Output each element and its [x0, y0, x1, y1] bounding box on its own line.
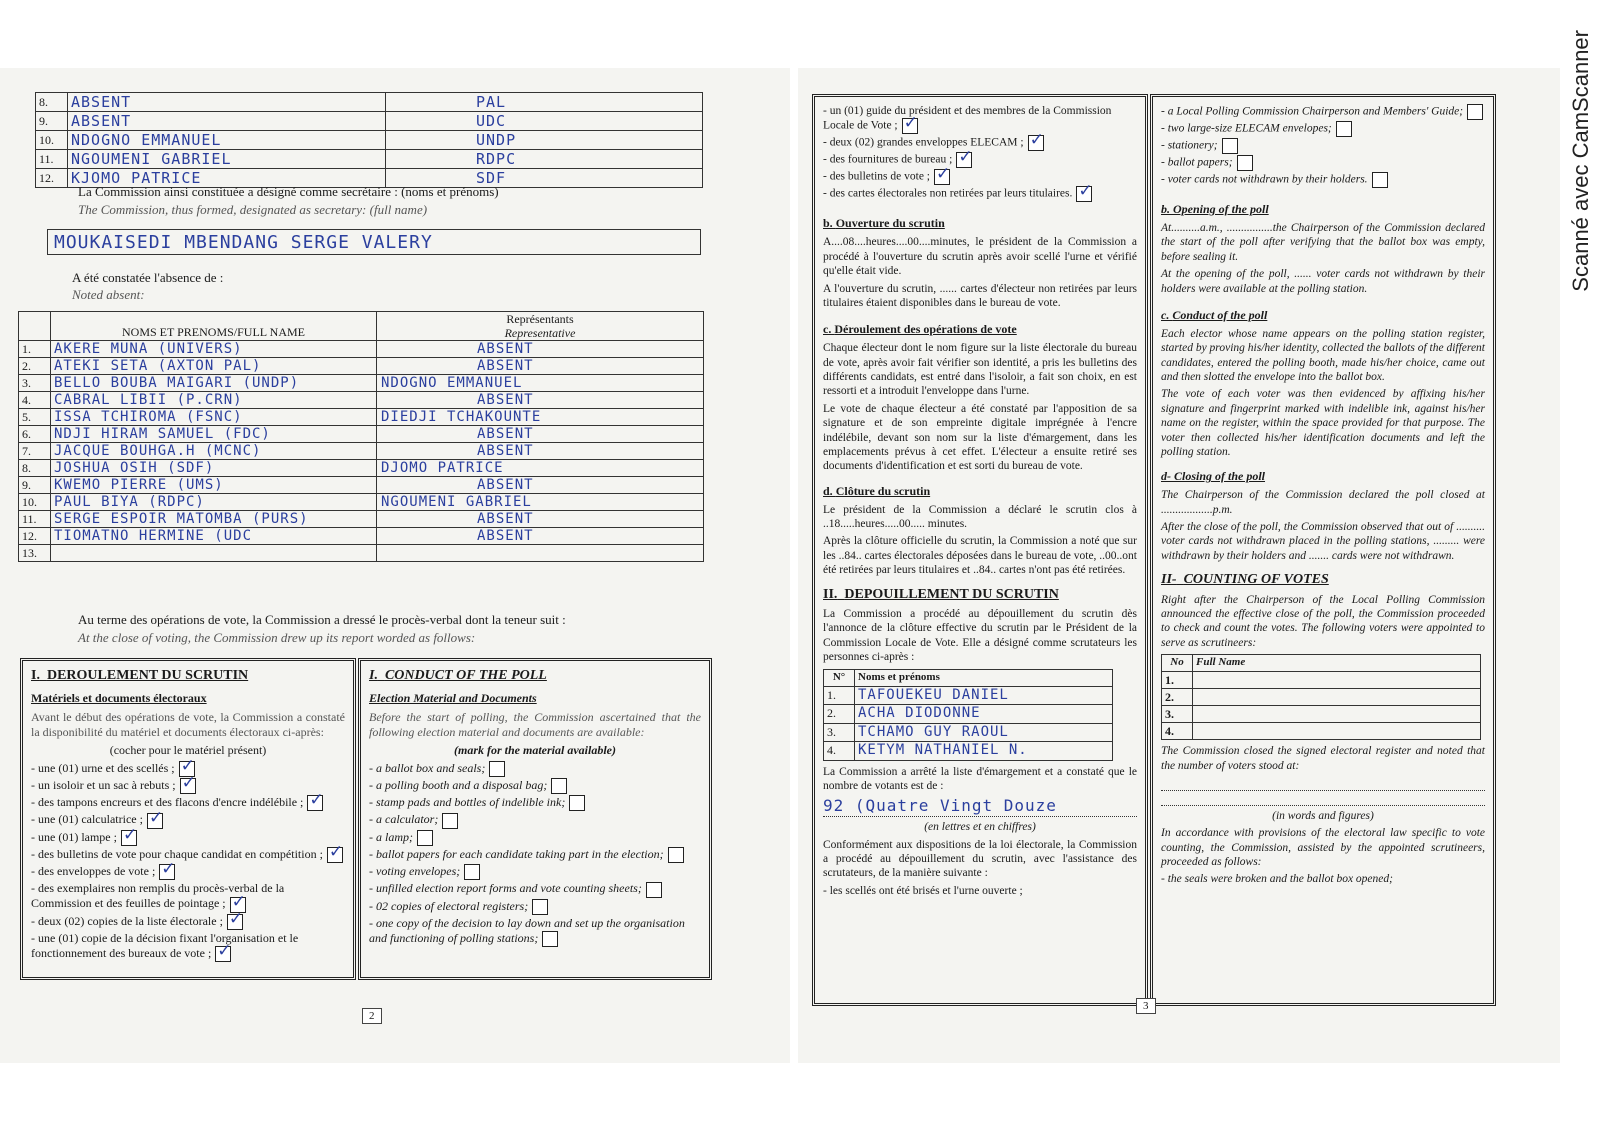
row-number: 12.	[19, 528, 51, 545]
secretary-name: MOUKAISEDI MBENDANG SERGE VALERY	[47, 229, 701, 255]
material-item	[31, 795, 345, 811]
representatives-table-top	[35, 92, 703, 188]
section2-text-fr: La Commission a procédé au dépouillement du scrutin dès l'annonce de la clôture effective du scrutin par le Président de la Commission Locale de Vote. Elle a désigné comme scrutateurs les personnes ci-après :	[823, 608, 1137, 664]
row-number: 11.	[36, 150, 68, 169]
checkbox[interactable]	[159, 864, 175, 880]
sub-c-en: c. Conduct of the poll	[1161, 307, 1268, 322]
intro-fr: Avant le début des opérations de vote, la Commission a constaté la disponibilité du matériel et documents électoraux ci-après:	[31, 709, 345, 739]
material-item	[31, 864, 345, 880]
panel-conduct-en	[358, 658, 712, 980]
representative: ABSENT	[377, 443, 704, 460]
material-item	[1161, 155, 1485, 171]
scrutineer-name	[1193, 689, 1481, 706]
candidate-name: CABRAL LIBII (P.CRN)	[51, 392, 377, 409]
scrut-col-n-fr: N°	[824, 669, 855, 686]
absent-candidates-table	[18, 311, 704, 562]
scrutineer-name: ACHA DIODONNE	[855, 705, 1113, 724]
table-row	[19, 375, 704, 392]
material-item-label: - a Local Polling Commission Chairperson and Members' Guide;	[1161, 105, 1464, 118]
candidate-name	[51, 545, 377, 562]
opening-cards-fr: A l'ouverture du scrutin, ...... cartes d'électeur non retirées par leurs titulaires étaient disponibles dans le bureau de vote.	[823, 282, 1137, 309]
table-row	[19, 443, 704, 460]
mark-note-fr: (cocher pour le matériel présent)	[109, 742, 267, 757]
material-item-label: - a polling booth and a disposal bag;	[369, 777, 548, 792]
checkbox[interactable]	[215, 946, 231, 962]
opening-text-fr: A....08....heures....00....minutes, le président de la Commission a procédé à l'ouverture du scrutin après avoir scellé l'urne et vérifié qu'elle était vide.	[823, 236, 1137, 278]
panel-right-en	[1150, 94, 1496, 1006]
checkbox[interactable]	[1076, 186, 1092, 202]
checkbox[interactable]	[1028, 135, 1044, 151]
material-item	[31, 830, 345, 846]
material-item-label: - a calculator;	[369, 812, 439, 827]
material-item	[31, 881, 345, 912]
scrut-col-name-en: Full Name	[1193, 655, 1481, 672]
material-item-label: - stamp pads and bottles of indelible ink;	[369, 795, 566, 809]
row-number: 4.	[824, 742, 855, 761]
row-number: 9.	[36, 112, 68, 131]
material-item-label: - ballot papers;	[1161, 156, 1233, 169]
material-item	[369, 795, 701, 811]
material-item-label: - one copy of the decision to lay down and set up the organisation and functioning of polling stations;	[369, 915, 685, 945]
material-item	[369, 881, 701, 897]
material-item-label: - deux (02) copies de la liste électorale ;	[31, 913, 223, 928]
checkbox[interactable]	[1467, 104, 1483, 120]
closing-text2-en: After the close of the poll, the Commission observed that out of .......... voter cards not withdrawn placed in the polling stations, ......... were withdrawn by their holders and ....... cards were not withdrawn.	[1161, 521, 1485, 562]
header-rep-en: Representative	[504, 326, 576, 340]
material-list-en-continued	[1161, 104, 1485, 188]
section2-text-en: Right after the Chairperson of the Local Polling Commission announced the effective close of the poll, the Commission proceeded to check and count the votes. The following voters were appointed to serve as scrutineers:	[1161, 593, 1485, 649]
row-number: 2.	[19, 358, 51, 375]
row-number: 6.	[19, 426, 51, 443]
closing-intro-fr: Au terme des opérations de vote, la Commission a dressé le procès-verbal dont la teneur suit :	[78, 612, 566, 627]
checkbox[interactable]	[1336, 121, 1352, 137]
material-item	[369, 847, 701, 863]
representative: NDOGNO EMMANUEL	[377, 375, 704, 392]
material-item-label: - des bulletins de vote ;	[823, 171, 930, 184]
page-number-left: 2	[362, 1008, 382, 1024]
checkbox[interactable]	[646, 882, 662, 898]
checkbox[interactable]	[464, 864, 480, 880]
table-row	[19, 358, 704, 375]
closing-text1-en: The Chairperson of the Commission declared the poll closed at ..................p.m.	[1161, 489, 1485, 516]
material-item-label: - des fournitures de bureau ;	[823, 154, 953, 167]
checkbox[interactable]	[668, 847, 684, 863]
row-number: 4.	[1162, 723, 1193, 740]
checkbox[interactable]	[1237, 155, 1253, 171]
row-number: 3.	[19, 375, 51, 392]
table-row	[19, 409, 704, 426]
material-item	[823, 135, 1137, 151]
representative: ABSENT	[377, 358, 704, 375]
secretary-label-en: The Commission, thus formed, designated as secretary: (full name)	[78, 202, 428, 217]
material-item-label: - a lamp;	[369, 829, 413, 844]
checkbox[interactable]	[569, 795, 585, 811]
secretary-label-fr: La Commission ainsi constituée a désigné comme secrétaire : (noms et prénoms)	[78, 184, 499, 199]
material-item-label: - un (01) guide du président et des membres de la Commission Locale de Vote ;	[823, 105, 1112, 133]
law-text-en: In accordance with provisions of the electoral law specific to vote counting, the Commission, assisted by the appointed scrutineers, proceeded as follows:	[1161, 827, 1485, 868]
material-item-label: - deux (02) grandes enveloppes ELECAM ;	[823, 137, 1024, 150]
table-row	[19, 460, 704, 477]
register-text-en: The Commission closed the signed electoral register and noted that the number of voters stood at:	[1161, 745, 1485, 772]
sub-a-en: Election Material and Documents	[369, 690, 537, 705]
candidate-name: AKERE MUNA (UNIVERS)	[51, 341, 377, 358]
row-number: 4.	[19, 392, 51, 409]
material-item-label: - des tampons encreurs et des flacons d'encre indélébile ;	[31, 795, 304, 809]
member-party: UDC	[386, 112, 703, 131]
checkbox[interactable]	[1372, 172, 1388, 188]
table-row	[36, 131, 703, 150]
table-row	[19, 494, 704, 511]
candidate-name: ISSA TCHIROMA (FSNC)	[51, 409, 377, 426]
table-row	[824, 723, 1113, 742]
row-number: 1.	[824, 686, 855, 705]
material-item	[1161, 138, 1485, 154]
checkbox[interactable]	[180, 778, 196, 794]
checkbox[interactable]	[934, 169, 950, 185]
row-number: 8.	[19, 460, 51, 477]
table-row	[19, 528, 704, 545]
sub-b-en: b. Opening of the poll	[1161, 202, 1269, 216]
candidate-name: JACQUE BOUHGA.H (MCNC)	[51, 443, 377, 460]
row-number: 12.	[36, 169, 68, 188]
material-item-label: - a ballot box and seals;	[369, 760, 486, 775]
table-row	[824, 686, 1113, 705]
material-item-label: - des exemplaires non remplis du procès-verbal de la Commission et des feuilles de pointage ;	[31, 881, 285, 911]
row-number: 8.	[36, 93, 68, 112]
table-row	[824, 742, 1113, 761]
material-item	[369, 761, 701, 777]
checkbox[interactable]	[956, 152, 972, 168]
row-number: 2.	[1162, 689, 1193, 706]
sub-c-fr: c. Déroulement des opérations de vote	[823, 322, 1017, 337]
representative: ABSENT	[377, 392, 704, 409]
material-list-fr	[31, 761, 345, 963]
table-row	[36, 112, 703, 131]
row-number: 13.	[19, 545, 51, 562]
register-text-fr: La Commission a arrêté la liste d'émargement et a constaté que le nombre de votants est de :	[823, 765, 1137, 792]
table-row	[1162, 689, 1481, 706]
closing-text1-fr: Le président de la Commission a déclaré le scrutin clos à ..18.....heures.....00..... minutes.	[823, 503, 1137, 530]
row-number: 2.	[824, 705, 855, 724]
checkbox[interactable]	[532, 899, 548, 915]
material-item	[1161, 172, 1485, 188]
row-number: 10.	[19, 494, 51, 511]
header-representative	[377, 312, 704, 341]
table-row	[36, 93, 703, 112]
material-item	[369, 778, 701, 794]
candidate-name: KWEMO PIERRE (UMS)	[51, 477, 377, 494]
material-item	[31, 931, 345, 962]
material-item	[369, 864, 701, 880]
material-item-label: - des cartes électorales non retirées par leurs titulaires.	[823, 188, 1073, 201]
left-page	[0, 68, 790, 1063]
material-item-label: - 02 copies of electoral registers;	[369, 898, 529, 913]
candidate-name: PAUL BIYA (RDPC)	[51, 494, 377, 511]
absence-label-en: Noted absent:	[72, 287, 145, 302]
row-number: 3.	[1162, 706, 1193, 723]
member-name: KJOMO PATRICE	[68, 169, 386, 188]
material-item-label: - un isoloir et un sac à rebuts ;	[31, 777, 176, 792]
panel-conduct-fr	[20, 658, 356, 980]
law-item-fr: - les scellés ont été brisés et l'urne ouverte ;	[823, 884, 1023, 897]
material-item	[1161, 104, 1485, 120]
representative: DIEDJI TCHAKOUNTE	[377, 409, 704, 426]
row-number: 7.	[19, 443, 51, 460]
section-title-fr: I. DEROULEMENT DU SCRUTIN	[31, 668, 249, 683]
section2-title-en: II- COUNTING OF VOTES	[1161, 572, 1329, 588]
camscanner-watermark: Scanné avec CamScanner	[1568, 30, 1593, 292]
representative: ABSENT	[377, 477, 704, 494]
material-item-label: - stationery;	[1161, 139, 1218, 152]
checkbox[interactable]	[551, 778, 567, 794]
candidate-name: JOSHUA OSIH (SDF)	[51, 460, 377, 477]
scrutineer-name: KETYM NATHANIEL N.	[855, 742, 1113, 761]
register-note-en: (in words and figures)	[1272, 809, 1374, 822]
table-row	[19, 341, 704, 358]
voters-count-value: 92 (Quatre Vingt Douze	[823, 796, 1137, 817]
material-item	[31, 778, 345, 794]
law-item-en: - the seals were broken and the ballot box opened;	[1161, 873, 1393, 886]
table-row	[19, 392, 704, 409]
material-item-label: - une (01) calculatrice ;	[31, 812, 143, 827]
conduct-text2-fr: Le vote de chaque électeur a été constaté par l'apposition de sa signature et de son empreinte digitale imprégnée à l'encre indélébile, devant son nom sur la liste d'émargement, dans les emplacements prévus à cet effet. L'électeur a ensuite retiré ses documents d'identification et est sorti du bureau de vote.	[823, 402, 1137, 473]
closing-intro-en: At the close of voting, the Commission drew up its report worded as follows:	[78, 630, 476, 645]
header-rep-fr: Représentants	[506, 312, 574, 326]
member-party: PAL	[386, 93, 703, 112]
row-number: 10.	[36, 131, 68, 150]
scrutineers-table-en	[1161, 654, 1481, 740]
member-party: RDPC	[386, 150, 703, 169]
material-item	[369, 899, 701, 915]
candidate-name: ATEKI SETA (AXTON PAL)	[51, 358, 377, 375]
table-row	[1162, 706, 1481, 723]
panel-right-fr	[812, 94, 1148, 1006]
table-row	[1162, 723, 1481, 740]
checkbox[interactable]	[542, 931, 558, 947]
page-number-right: 3	[1136, 998, 1156, 1014]
member-name: NDOGNO EMMANUEL	[68, 131, 386, 150]
material-item	[823, 186, 1137, 202]
member-name: ABSENT	[68, 112, 386, 131]
table-row	[19, 426, 704, 443]
conduct-text1-fr: Chaque électeur dont le nom figure sur la liste électorale du bureau de vote, après avoir fait vérifier son identité, a pris les bulletins des différents candidats, est entré dans l'isoloir, a fait son choix, en est ressorti et a introduit l'enveloppe dans l'urne.	[823, 342, 1137, 398]
scrutineer-name	[1193, 723, 1481, 740]
material-list-en	[369, 761, 701, 948]
scrutineers-table-fr	[823, 669, 1113, 761]
register-line-en	[1161, 776, 1485, 791]
row-number: 5.	[19, 409, 51, 426]
material-item	[369, 830, 701, 846]
table-row	[19, 511, 704, 528]
table-row	[19, 477, 704, 494]
checkbox[interactable]	[1222, 138, 1238, 154]
member-name: NGOUMENI GABRIEL	[68, 150, 386, 169]
scrut-col-name-fr: Noms et prénoms	[855, 669, 1113, 686]
checkbox[interactable]	[902, 118, 918, 134]
checkbox[interactable]	[121, 830, 137, 846]
material-item-label: - ballot papers for each candidate taking part in the election;	[369, 846, 664, 861]
material-item-label: - two large-size ELECAM envelopes;	[1161, 122, 1332, 135]
table-row	[1162, 672, 1481, 689]
representative: NGOUMENI GABRIEL	[377, 494, 704, 511]
row-number: 1.	[19, 341, 51, 358]
representative: ABSENT	[377, 528, 704, 545]
conduct-text2-en: The vote of each voter was then evidenced by affixing his/her signature and fingerprint marked with indelible ink, against his/her name on the register, within the space provided for that purpose. The voter then collected his/her identification documents and left the polling station.	[1161, 388, 1485, 458]
checkbox[interactable]	[307, 795, 323, 811]
material-item-label: - une (01) lampe ;	[31, 829, 117, 844]
opening-text-en: At..........a.m., ................the Chairperson of the Commission declared the start of the poll after verifying that the ballot box was empty, before sealing it.	[1161, 222, 1485, 263]
table-row	[36, 150, 703, 169]
section-title-en: I. CONDUCT OF THE POLL	[369, 668, 547, 683]
material-item	[823, 104, 1137, 134]
row-number: 1.	[1162, 672, 1193, 689]
representative	[377, 545, 704, 562]
candidate-name: NDJI HIRAM SAMUEL (FDC)	[51, 426, 377, 443]
conduct-text1-en: Each elector whose name appears on the polling station register, started by proving his/her identity, collected the ballots of the different candidates, entered the polling booth, made his/her choice, came out and then slotted the envelope into the ballot box.	[1161, 327, 1485, 383]
sub-a-fr: Matériels et documents électoraux	[31, 690, 207, 705]
row-number: 11.	[19, 511, 51, 528]
material-item	[369, 916, 701, 947]
closing-text2-fr: Après la clôture officielle du scrutin, la Commission a noté que sur les ..84.. cartes électorales déposées dans le bureau de vote, ..00..ont été retirées par leurs titulaires et ..84.. cartes n'ont pas été retirées.	[823, 535, 1137, 577]
register-note-fr: (en lettres et en chiffres)	[924, 821, 1036, 834]
material-item-label: - des bulletins de vote pour chaque candidat en compétition ;	[31, 846, 323, 861]
checkbox[interactable]	[227, 914, 243, 930]
material-item	[823, 152, 1137, 168]
member-party: UNDP	[386, 131, 703, 150]
intro-en: Before the start of polling, the Commission ascertained that the following election material and documents are available:	[369, 709, 701, 739]
mark-note-en: (mark for the material available)	[454, 742, 616, 757]
member-party: SDF	[386, 169, 703, 188]
checkbox[interactable]	[147, 813, 163, 829]
sub-d-fr: d. Clôture du scrutin	[823, 483, 931, 498]
representative: DJOMO PATRICE	[377, 460, 704, 477]
section2-title-fr: II. DEPOUILLEMENT DU SCRUTIN	[823, 586, 1059, 602]
material-list-fr-continued	[823, 104, 1137, 202]
candidate-name: TIOMATNO HERMINE (UDC	[51, 528, 377, 545]
representative: ABSENT	[377, 511, 704, 528]
representative: ABSENT	[377, 341, 704, 358]
candidate-name: SERGE ESPOIR MATOMBA (PURS)	[51, 511, 377, 528]
checkbox[interactable]	[327, 847, 343, 863]
header-name: NOMS ET PRENOMS/FULL NAME	[51, 312, 377, 341]
material-item	[31, 812, 345, 828]
checkbox[interactable]	[489, 761, 505, 777]
material-item-label: - unfilled election report forms and vote counting sheets;	[369, 881, 642, 896]
right-page	[798, 68, 1560, 1063]
checkbox[interactable]	[417, 830, 433, 846]
material-item	[31, 847, 345, 863]
table-row	[824, 705, 1113, 724]
member-name: ABSENT	[68, 93, 386, 112]
scrutineer-name	[1193, 672, 1481, 689]
row-number: 3.	[824, 723, 855, 742]
material-item	[369, 812, 701, 828]
table-row	[19, 545, 704, 562]
material-item-label: - une (01) urne et des scellés ;	[31, 760, 175, 775]
law-text-fr: Conformément aux dispositions de la loi électorale, la Commission a procédé au dépouillement du scrutin, avec l'assistance des scrutateurs, de la manière suivante :	[823, 838, 1137, 880]
opening-cards-en: At the opening of the poll, ...... voter cards not withdrawn by their holders were available at the polling station.	[1161, 268, 1485, 295]
register-line-en-2	[1161, 791, 1485, 806]
material-item-label: - une (01) copie de la décision fixant l'organisation et le fonctionnement des bureaux de vote ;	[31, 930, 299, 960]
absence-label-fr: A été constatée l'absence de :	[72, 270, 224, 285]
material-item-label: - voter cards not withdrawn by their holders.	[1161, 173, 1368, 186]
sub-d-en: d- Closing of the poll	[1161, 469, 1266, 484]
material-item	[1161, 121, 1485, 137]
row-number: 9.	[19, 477, 51, 494]
scrutineer-name	[1193, 706, 1481, 723]
material-item	[31, 914, 345, 930]
scrutineer-name: TAFOUEKEU DANIEL	[855, 686, 1113, 705]
representative: ABSENT	[377, 426, 704, 443]
material-item-label: - voting envelopes;	[369, 864, 461, 878]
candidate-name: BELLO BOUBA MAIGARI (UNDP)	[51, 375, 377, 392]
material-item-label: - des enveloppes de vote ;	[31, 864, 156, 878]
scrutineer-name: TCHAMO GUY RAOUL	[855, 723, 1113, 742]
checkbox[interactable]	[442, 813, 458, 829]
scrut-col-n-en: No	[1162, 655, 1193, 672]
sub-b-fr: b. Ouverture du scrutin	[823, 216, 945, 231]
